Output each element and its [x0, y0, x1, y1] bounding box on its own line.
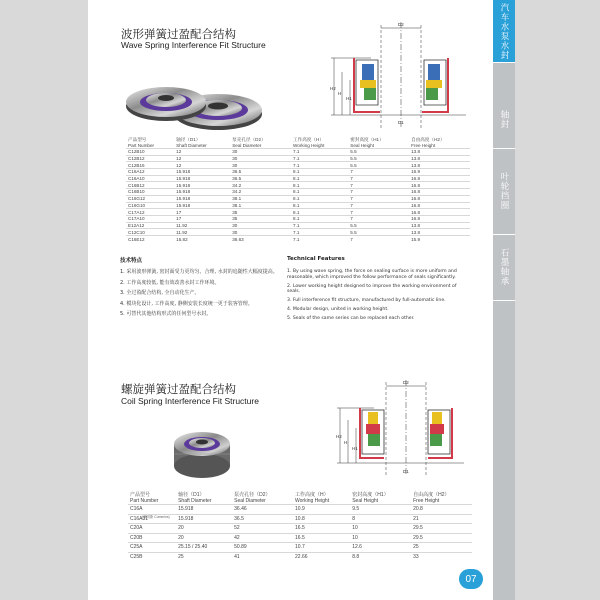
- table-cell: 7.1: [291, 149, 348, 156]
- col-header: Seal Height: [350, 142, 375, 148]
- table-cell: 25: [176, 552, 232, 562]
- feature-en-item: 2. Lower working height designed to improve the working environment of seals.: [287, 283, 457, 295]
- feature-en-item: 3. Full interference fit structure, manufactured by full-automatic line.: [287, 298, 446, 304]
- table-cell: 10: [350, 533, 411, 543]
- table-cell: C16B12: [126, 182, 174, 189]
- table-cell: 42: [232, 533, 293, 543]
- feature-cn-item: 1. 采用波形弹簧, 密封面受力更均匀、合理, 水封的追随性大幅度提高。: [120, 269, 278, 275]
- table-row: [126, 229, 470, 236]
- table-cell: 22.66: [293, 552, 350, 562]
- table-row: [126, 222, 470, 229]
- table-cell: 8.8: [350, 552, 411, 562]
- table-cell: 7.1: [291, 229, 348, 236]
- table-cell: 38.1: [230, 195, 291, 202]
- table-cell: C16G12: [126, 195, 174, 202]
- table-cell: 8.1: [291, 202, 348, 209]
- dim-label-d1: D1: [398, 120, 404, 125]
- table-cell: 12: [174, 149, 230, 156]
- table-cell: 16.8: [409, 175, 470, 182]
- table-cell: 30: [230, 155, 291, 162]
- table-row: [126, 182, 470, 189]
- table-cell: 7: [348, 175, 409, 182]
- table-cell: 7: [348, 195, 409, 202]
- table-cell: 8.1: [291, 195, 348, 202]
- dim-label-h: H: [338, 91, 342, 96]
- tab-label: 石墨轴承: [499, 248, 509, 286]
- table-cell: E12A12: [126, 222, 174, 229]
- col-header: 轴径（D1）: [178, 492, 205, 498]
- col-header: Seal Diameter: [232, 142, 262, 148]
- table-cell: 36.5: [230, 175, 291, 182]
- table-cell: 7: [348, 189, 409, 196]
- feature-en-item: 4. Modular design, united in working height.: [287, 306, 389, 312]
- table-cell: 16.5: [293, 533, 350, 543]
- table-cell: 17: [174, 215, 230, 222]
- table-row: [126, 162, 470, 169]
- col-header: 自由高度（H2）: [411, 137, 445, 142]
- table-cell: 29.5: [411, 533, 472, 543]
- table-cell: C17A12: [126, 209, 174, 216]
- category-sidebar: [493, 0, 515, 600]
- table-row: [126, 215, 470, 222]
- coil-seal-cross-section-left: [360, 408, 384, 458]
- table-cell: 13.8: [409, 149, 470, 156]
- table-cell: C12B10: [126, 149, 174, 156]
- wave-spring-seal-photo: [118, 66, 266, 140]
- table-header-en: [128, 499, 472, 505]
- table-cell: 13.8: [409, 222, 470, 229]
- col-header: 自由高度（H2）: [413, 492, 450, 498]
- coil-spring-spec-table: [128, 493, 472, 562]
- table-cell: C16G10: [126, 202, 174, 209]
- table-row: [126, 189, 470, 196]
- table-cell: 7: [348, 235, 409, 242]
- table-cell: 35: [230, 209, 291, 216]
- col-header: Free Height: [411, 142, 436, 148]
- table-cell: 16.9: [409, 169, 470, 176]
- table-cell: C12B12: [126, 155, 174, 162]
- col-header: 产品型号: [128, 137, 147, 142]
- feature-cn-item: 5. 可替代其他结构形式的任何型号水封。: [120, 311, 212, 317]
- table-cell: 7.1: [291, 162, 348, 169]
- table-header-en: [126, 143, 470, 149]
- table-cell: 5.5: [348, 162, 409, 169]
- table-cell: 20.8: [411, 505, 472, 515]
- table-row: [126, 155, 470, 162]
- coil-spring-seal-photo: [168, 418, 240, 490]
- table-cell: 13.8: [409, 229, 470, 236]
- table-cell: 11.92: [174, 229, 230, 236]
- table-cell: 7: [348, 215, 409, 222]
- table-cell: 36.5: [232, 514, 293, 524]
- feature-cn-item: 4. 模块化设计, 工作高度, 静侧安装长度统一更于装客管理。: [120, 300, 253, 307]
- tab-water-pump-seal[interactable]: [493, 0, 515, 63]
- table-cell: C12B15: [126, 162, 174, 169]
- table-cell: 5.5: [348, 155, 409, 162]
- col-header: Shaft Diameter: [178, 497, 212, 504]
- table-cell: 13.8: [409, 155, 470, 162]
- section2-title-en: Coil Spring Interference Fit Structure: [121, 396, 259, 406]
- table-cell: 15.918: [176, 514, 232, 524]
- table-row: [126, 169, 470, 176]
- feature-en-item: 1. By using wave spring, the force on sealing surface is more uniform and reasonable, which improved the follow performance of seals significantly.: [287, 269, 457, 280]
- dim-label-h: H: [344, 440, 348, 445]
- table-cell: C25A: [128, 543, 176, 553]
- wave-spring-spec-table: [126, 137, 470, 242]
- dim-label-h2: H2: [336, 434, 342, 439]
- table-cell: C16E12: [126, 235, 174, 242]
- table-cell: 29.5: [411, 524, 472, 534]
- table-row: [128, 533, 472, 543]
- tab-label: 汽车水泵水封: [499, 2, 509, 60]
- table-cell: 15.918: [176, 505, 232, 515]
- table-cell: 15.918: [174, 195, 230, 202]
- table-cell: 12.6: [350, 543, 411, 553]
- table-cell: 10.8: [293, 514, 350, 524]
- table-cell: 5.5: [348, 149, 409, 156]
- table-cell: C16A12: [126, 169, 174, 176]
- feature-en-item: 5. Seals of the same series can be replaced each other.: [287, 315, 415, 321]
- col-header: 泵壳孔径（D2）: [234, 492, 271, 498]
- table-cell: 15.9: [409, 235, 470, 242]
- table-cell: C16A31: [128, 514, 176, 524]
- table-cell: 10: [350, 524, 411, 534]
- table-row: [126, 209, 470, 216]
- col-header: Part Number: [130, 497, 159, 504]
- table-row: [126, 149, 470, 156]
- tab-label: 叶轮挡圈: [499, 172, 509, 210]
- table-cell: 34.2: [230, 189, 291, 196]
- table-cell: 25.15 / 25.40: [176, 543, 232, 553]
- section2-title-cn: 螺旋弹簧过盈配合结构: [121, 382, 236, 396]
- table-cell: 5.5: [348, 222, 409, 229]
- table-cell: 17: [174, 209, 230, 216]
- col-header: Working Height: [293, 142, 325, 148]
- table-cell: C25B: [128, 552, 176, 562]
- table-cell: C20A: [128, 524, 176, 534]
- wave-spring-seal-drawing: [326, 20, 476, 130]
- dim-label-d2: D2: [398, 22, 404, 27]
- table-row: [128, 514, 472, 524]
- table-cell: 7.1: [291, 155, 348, 162]
- table-cell: 30: [230, 229, 291, 236]
- table-row: [128, 505, 472, 515]
- seal-cross-section-right: [422, 58, 448, 112]
- table-cell: 8.1: [291, 209, 348, 216]
- table-cell: 12: [174, 155, 230, 162]
- table-row: [128, 543, 472, 553]
- feature-cn-item: 3. 全过盈配合结构, 全自动化生产。: [120, 290, 200, 296]
- col-header: Free Height: [413, 497, 440, 504]
- table-cell: 10.7: [293, 543, 350, 553]
- col-header: Part Number: [128, 142, 155, 148]
- table-cell: 5.5: [348, 229, 409, 236]
- table-cell: 38.1: [230, 202, 291, 209]
- table-cell: 16.8: [409, 202, 470, 209]
- table-cell: 30: [230, 162, 291, 169]
- coil-seal-cross-section-right: [428, 408, 452, 458]
- table-cell: 20: [176, 524, 232, 534]
- col-header: 工作高度（H）: [295, 492, 329, 498]
- features-en-title: Technical Features: [287, 256, 345, 262]
- table-row: [126, 175, 470, 182]
- table-row: [128, 524, 472, 534]
- table-cell: 16.8: [409, 182, 470, 189]
- tab-label: 轴封: [499, 109, 509, 129]
- features-cn-title: 技术特点: [120, 258, 143, 264]
- table-cell: 8: [350, 514, 411, 524]
- col-header: Seal Height: [352, 497, 379, 504]
- seal-small: [126, 87, 206, 121]
- table-cell: 16.8: [409, 215, 470, 222]
- table-cell: 15.918: [174, 169, 230, 176]
- table-cell: 41: [232, 552, 293, 562]
- col-header: 轴径（D1）: [176, 137, 201, 142]
- features-cn-list: [120, 269, 280, 318]
- table-row: [126, 195, 470, 202]
- table-row: [128, 552, 472, 562]
- col-header: 工作高度（H）: [293, 137, 324, 142]
- table-cell: 9.5: [350, 505, 411, 515]
- table-cell: 7: [348, 202, 409, 209]
- table-cell: 25: [411, 543, 472, 553]
- table-cell: 7: [348, 209, 409, 216]
- table-cell: 8.1: [291, 215, 348, 222]
- table-cell: 12: [174, 162, 230, 169]
- coil-spring-seal-drawing: [334, 378, 474, 478]
- dim-label-d1: D1: [403, 469, 409, 474]
- table-cell: 15.918: [174, 202, 230, 209]
- col-header: 密封高度（H1）: [352, 492, 389, 498]
- table-cell: 52: [232, 524, 293, 534]
- dim-label-h1: H1: [352, 446, 358, 451]
- table-row: [126, 202, 470, 209]
- col-header: 密封高度（H1）: [350, 137, 384, 142]
- dim-label-d2: D2: [403, 380, 409, 385]
- dim-label-h1: H1: [346, 96, 352, 101]
- col-header: Shaft Diameter: [176, 142, 207, 148]
- cummins-note: (康明斯 Cummins): [142, 515, 170, 519]
- col-header: 泵壳孔径（D2）: [232, 137, 266, 142]
- seal-cross-section-left: [354, 58, 380, 112]
- table-header-cn: [126, 137, 470, 143]
- table-cell: 33: [411, 552, 472, 562]
- table-cell: C16A10: [126, 175, 174, 182]
- tab-impeller-retainer[interactable]: [493, 148, 515, 235]
- table-cell: 10.9: [293, 505, 350, 515]
- table-cell: 36.63: [230, 235, 291, 242]
- table-cell: 21: [411, 514, 472, 524]
- table-cell: 30: [230, 149, 291, 156]
- table-cell: 35: [230, 215, 291, 222]
- table-cell: C17A10: [126, 215, 174, 222]
- features-en-list: [287, 269, 462, 322]
- table-cell: 8.1: [291, 189, 348, 196]
- table-cell: 8.1: [291, 169, 348, 176]
- table-cell: 7.1: [291, 235, 348, 242]
- table-cell: 15.918: [174, 175, 230, 182]
- table-cell: 30: [230, 222, 291, 229]
- table-cell: 8.1: [291, 175, 348, 182]
- table-cell: 13.8: [409, 162, 470, 169]
- table-cell: 36.46: [232, 505, 293, 515]
- dim-label-h2: H2: [330, 86, 336, 91]
- table-cell: 36.5: [230, 169, 291, 176]
- table-cell: 7.1: [291, 222, 348, 229]
- table-cell: C16B10: [126, 189, 174, 196]
- table-cell: C12C10: [126, 229, 174, 236]
- table-cell: 50.89: [232, 543, 293, 553]
- table-cell: 16.5: [293, 524, 350, 534]
- page-number-badge: 07: [459, 569, 483, 589]
- table-cell: 20: [176, 533, 232, 543]
- table-cell: 16.8: [409, 195, 470, 202]
- table-cell: 11.92: [174, 222, 230, 229]
- table-cell: 16.8: [409, 209, 470, 216]
- table-cell: 7: [348, 182, 409, 189]
- table-cell: 15.918: [174, 182, 230, 189]
- table-cell: 15.82: [174, 235, 230, 242]
- table-cell: 34.2: [230, 182, 291, 189]
- table-cell: 7: [348, 169, 409, 176]
- table-cell: 16.8: [409, 189, 470, 196]
- tab-shaft-seal[interactable]: [493, 90, 515, 149]
- table-cell: C20B: [128, 533, 176, 543]
- col-header: Seal Diameter: [234, 497, 266, 504]
- table-cell: C16A: [128, 505, 176, 515]
- col-header: Working Height: [295, 497, 330, 504]
- col-header: 产品型号: [130, 492, 151, 498]
- tab-graphite-bearing[interactable]: [493, 234, 515, 301]
- feature-cn-item: 2. 工作高度较低, 能有效改善水封工作环境。: [120, 279, 220, 286]
- table-row: [126, 235, 470, 242]
- table-cell: 15.918: [174, 189, 230, 196]
- section1-title-en: Wave Spring Interference Fit Structure: [121, 40, 266, 50]
- table-cell: 8.1: [291, 182, 348, 189]
- section1-title-cn: 波形弹簧过盈配合结构: [121, 27, 236, 41]
